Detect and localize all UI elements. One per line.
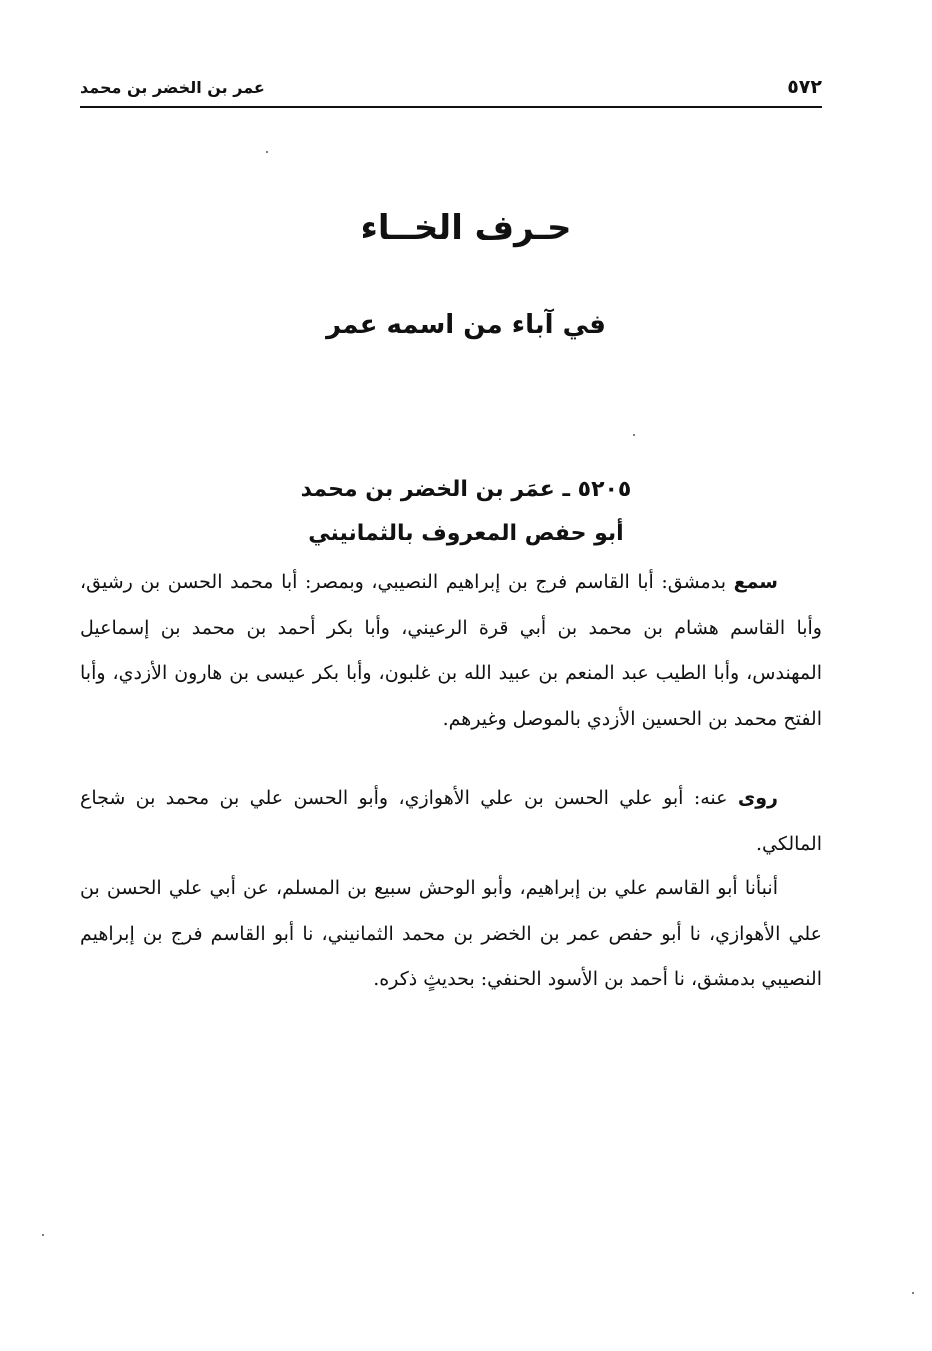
entry-heading (0, 468, 932, 556)
scan-speck (42, 1234, 44, 1236)
paragraph-narrated-by (80, 776, 822, 867)
paragraph-lead-word: روى (737, 787, 778, 809)
scan-speck (912, 1292, 914, 1294)
chapter-title: حـرف الخــاء (360, 208, 572, 248)
paragraph-heard-from (80, 560, 822, 742)
entry-heading-kunya: أبو حفص المعروف بالثمانيني (308, 521, 624, 546)
paragraph-isnad (80, 866, 822, 1003)
entry-heading-name: ٥٢٠٥ ـ عمَر بن الخضر بن محمد (300, 477, 632, 502)
scan-speck (633, 434, 635, 436)
paragraph-lead-word: سمع (733, 571, 778, 593)
paragraph-text: بدمشق: أبا القاسم فرج بن إبراهيم النصيبي، وبمصر: أبا محمد الحسن بن رشيق، وأبا القاسم هشام بن محمد بن أبي قرة الرعيني، وأبا بكر أحمد بن محمد بن إسماعيل المهندس، وأبا الطيب عبد المنعم بن عبيد الله بن غلبون، وأبا بكر عيسى بن هارون الأزدي، وأبا الفتح محمد بن الحسين الأزدي بالموصل وغيرهم. (80, 571, 822, 730)
page-number: ٥٧٢ (787, 76, 822, 98)
scan-speck (266, 151, 268, 153)
running-header (80, 74, 822, 108)
running-title: عمر بن الخضر بن محمد (80, 78, 265, 97)
paragraph-text: عنه: أبو علي الحسن بن علي الأهوازي، وأبو الحسن علي بن محمد بن شجاع المالكي. (80, 787, 822, 855)
paragraph-text: أنبأنا أبو القاسم علي بن إبراهيم، وأبو الوحش سبيع بن المسلم، عن أبي علي الحسن بن علي الأهوازي، نا أبو حفص عمر بن الخضر بن محمد الثمانيني، نا أبو القاسم فرج بن إبراهيم النصيبي بدمشق، نا أحمد بن الأسود الحنفي: بحديثٍ ذكره. (80, 877, 822, 990)
section-title: في آباء من اسمه عمر (326, 310, 606, 340)
